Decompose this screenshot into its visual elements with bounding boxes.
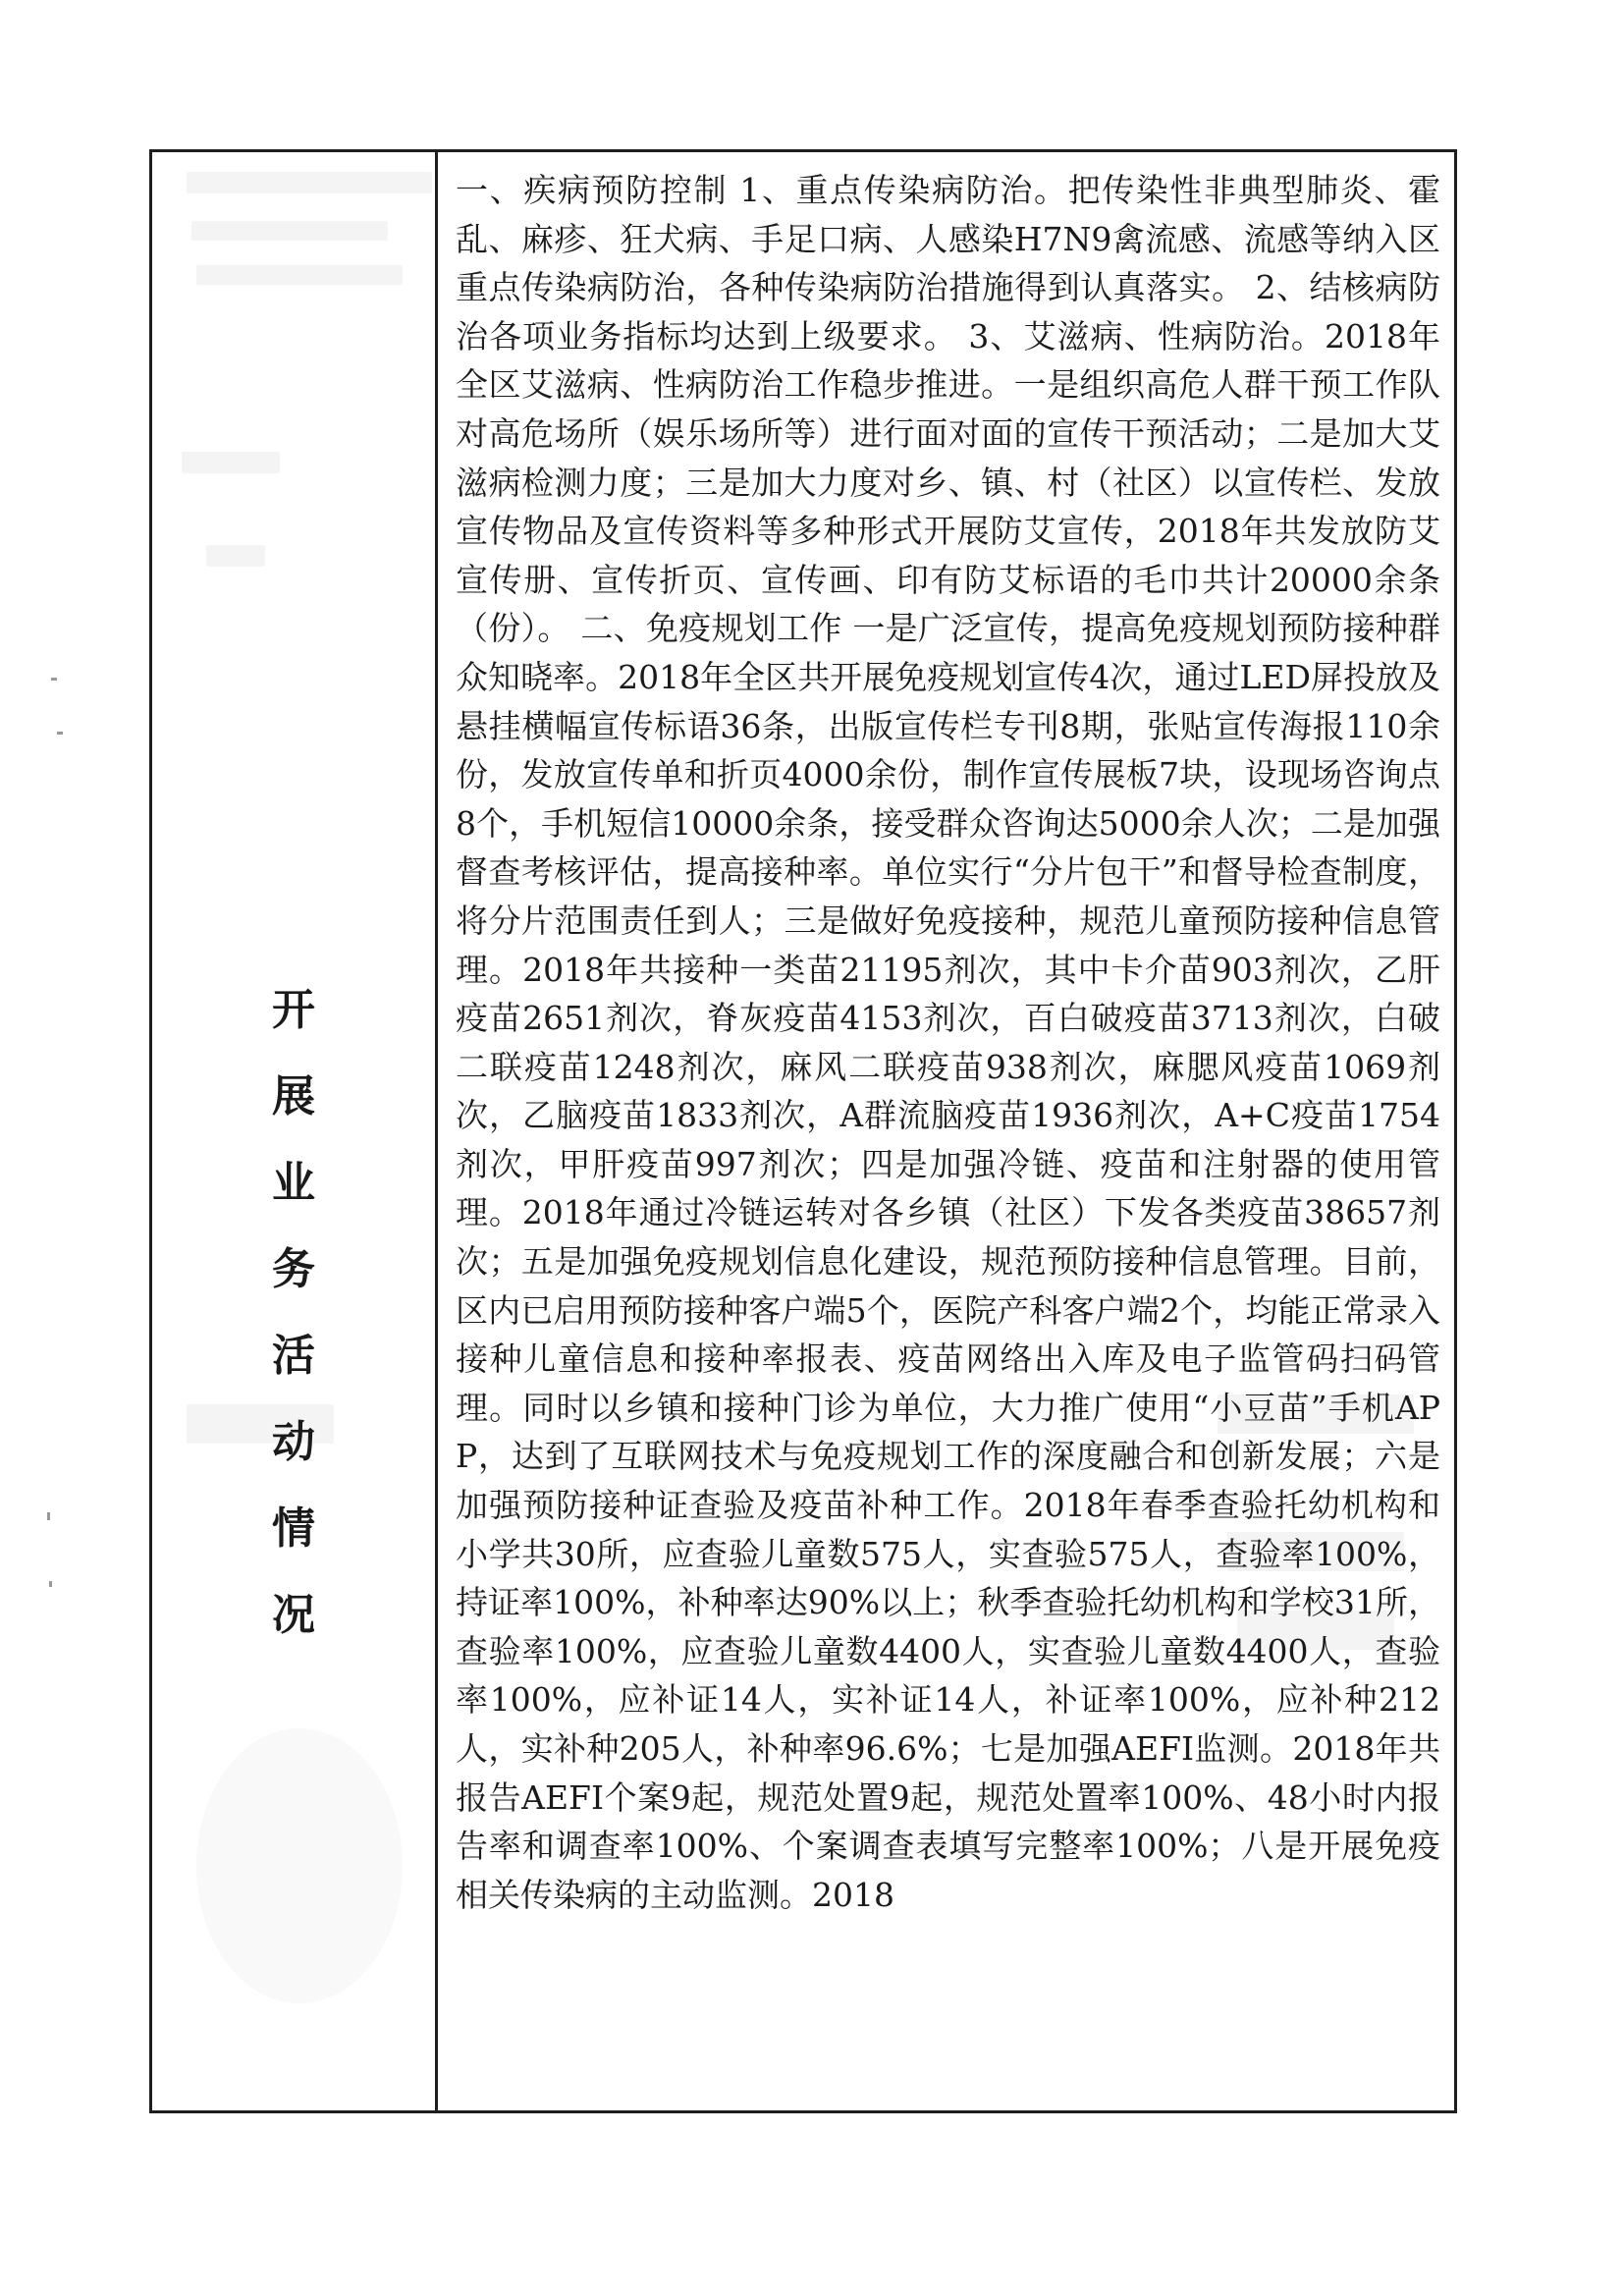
activity-description: 一、疾病预防控制 1、重点传染病防治。把传染性非典型肺炎、霍乱、麻疹、狂犬病、手足口病、人感染H7N9禽流感、流感等纳入区重点传染病防治，各种传染病防治措施得到认真落实。 2、结核病防治各项业务指标均达到上级要求。 3、艾滋病、性病防治。2018年全区艾滋病、性病防治工作稳步推进。一是组织高危人群干预工作队对高危场所（娱乐场所等）进行面对面的宣传干预活动；二是加大艾滋病检测力度；三是加大力度对乡、镇、村（社区）以宣传栏、发放宣传物品及宣传资料等多种形式开展防艾宣传，2018年共发放防艾宣传册、宣传折页、宣传画、印有防艾标语的毛巾共计20000余条（份）。 二、免疫规划工作 一是广泛宣传，提高免疫规划预防接种群众知晓率。2018年全区共开展免疫规划宣传4次，通过LED屏投放及悬挂横幅宣传标语36条，出版宣传栏专刊8期，张贴宣传海报110余份，发放宣传单和折页4000余份，制作宣传展板7块，设现场咨询点8个，手机短信10000余条，接受群众咨询达5000余人次；二是加强督查考核评估，提高接种率。单位实行“分片包干”和督导检查制度，将分片范围责任到人；三是做好免疫接种，规范儿童预防接种信息管理。2018年共接种一类苗21195剂次，其中卡介苗903剂次，乙肝疫苗2651剂次，脊灰疫苗4153剂次，百白破疫苗3713剂次，白破二联疫苗1248剂次，麻风二联疫苗938剂次，麻腮风疫苗1069剂次，乙脑疫苗1833剂次，A群流脑疫苗1936剂次，A+C疫苗1754剂次，甲肝疫苗997剂次；四是加强冷链、疫苗和注射器的使用管理。2018年通过冷链运转对各乡镇（社区）下发各类疫苗38657剂次；五是加强免疫规划信息化建设，规范预防接种信息管理。目前，区内已启用预防接种客户端5个，医院产科客户端2个，均能正常录入接种儿童信息和接种率报表、疫苗网络出入库及电子监管码扫码管理。同时以乡镇和接种门诊为单位，大力推广使用“小豆苗”手机APP，达到了互联网技术与免疫规划工作的深度融合和创新发展；六是加强预防接种证查验及疫苗补种工作。2018年春季查验托幼机构和小学共30所，应查验儿童数575人，实查验575人，查验率100%，持证率100%，补种率达90%以上；秋季查验托幼机构和学校31所，查验率100%，应查验儿童数4400人，实查验儿童数4400人，查验率100%，应补证14人，实补证14人，补证率100%，应补种212人，实补种205人，补种率96.6%；七是加强AEFI监测。2018年共报告AEFI个案9起，规范处置9起，规范处置率100%、48小时内报告率和调查率100%、个案调查表填写完整率100%；八是开展免疫相关传染病的主动监测。2018 bbox=[456, 171, 1440, 1914]
row-label-char: 活 bbox=[272, 1331, 315, 1381]
scan-speck bbox=[51, 678, 57, 681]
row-label-char: 开 bbox=[272, 985, 315, 1035]
row-label-char: 情 bbox=[272, 1503, 315, 1554]
scan-speck bbox=[57, 732, 63, 735]
row-label-char: 务 bbox=[272, 1244, 315, 1294]
activity-table bbox=[149, 149, 1457, 2113]
row-label-char: 况 bbox=[272, 1590, 315, 1640]
scan-speck bbox=[47, 1512, 50, 1520]
content-cell bbox=[438, 152, 1454, 2110]
row-label-char: 业 bbox=[272, 1158, 315, 1208]
scan-speck bbox=[49, 1581, 52, 1587]
row-label-cell bbox=[152, 152, 438, 2110]
row-label bbox=[152, 967, 435, 1659]
row-label-char: 动 bbox=[272, 1417, 315, 1467]
row-label-char: 展 bbox=[272, 1071, 315, 1121]
